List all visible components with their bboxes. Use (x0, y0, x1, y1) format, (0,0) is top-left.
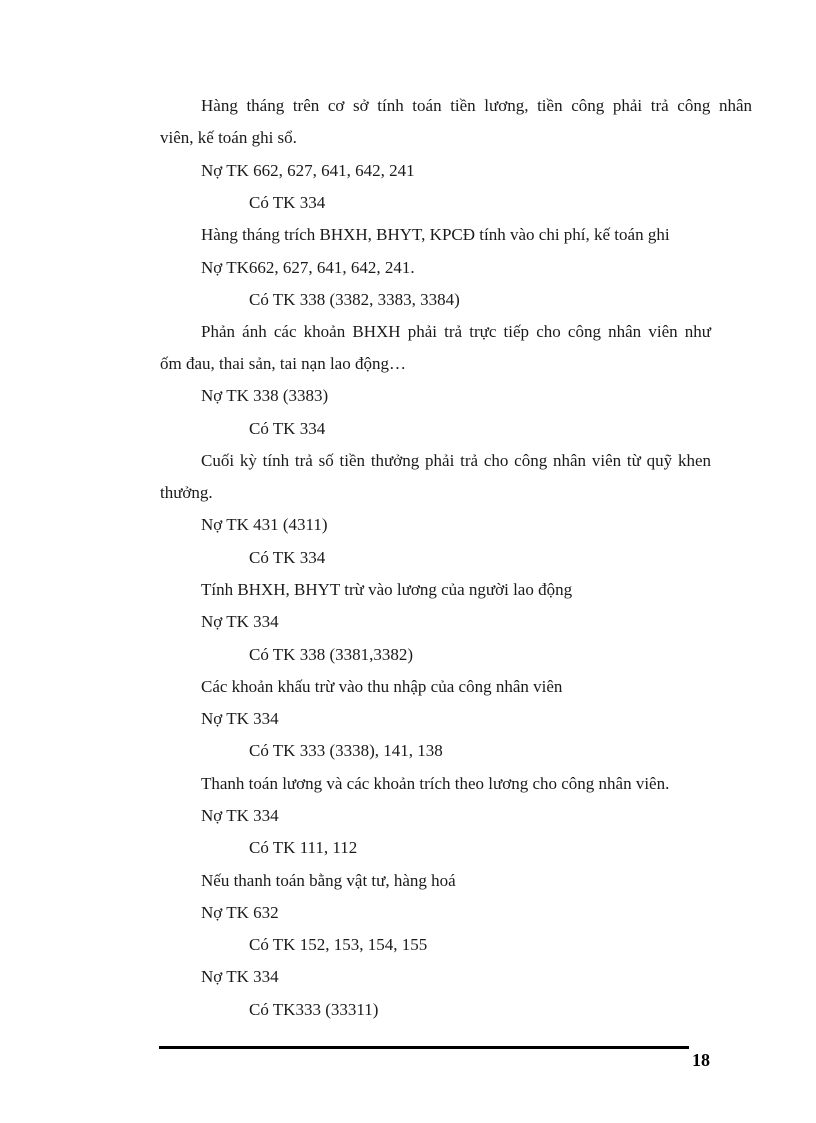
paragraph-line: Nếu thanh toán bằng vật tư, hàng hoá (201, 871, 456, 890)
journal-debit-line: Nợ TK 334 (201, 967, 279, 986)
journal-debit-line: Nợ TK 334 (201, 806, 279, 825)
paragraph-line: Hàng tháng trên cơ sở tính toán tiền lương, tiền công phải trả công nhân (201, 96, 752, 115)
journal-credit-line: Có TK 333 (3338), 141, 138 (249, 741, 443, 760)
journal-credit-line: Có TK333 (33311) (249, 1000, 379, 1019)
journal-debit-line: Nợ TK 334 (201, 709, 279, 728)
footer-divider (159, 1046, 689, 1049)
journal-credit-line: Có TK 338 (3381,3382) (249, 645, 414, 664)
page-number: 18 (692, 1050, 710, 1070)
journal-debit-line: Nợ TK 334 (201, 612, 279, 631)
paragraph-line: Thanh toán lương và các khoản trích theo lương cho công nhân viên. (201, 774, 670, 793)
paragraph-line: viên, kế toán ghi sổ. (160, 128, 297, 147)
journal-debit-line: Nợ TK 662, 627, 641, 642, 241 (201, 161, 415, 180)
paragraph-line: Các khoản khấu trừ vào thu nhập của công nhân viên (201, 677, 563, 696)
paragraph-line: Phản ánh các khoản BHXH phải trả trực tiếp cho công nhân viên như (201, 322, 711, 341)
paragraph-line: ốm đau, thai sản, tai nạn lao động… (160, 354, 406, 373)
journal-credit-line: Có TK 338 (3382, 3383, 3384) (249, 290, 460, 309)
journal-debit-line: Nợ TK 338 (3383) (201, 386, 329, 405)
paragraph-line: thưởng. (160, 483, 213, 502)
journal-credit-line: Có TK 334 (249, 548, 326, 567)
journal-debit-line: Nợ TK 431 (4311) (201, 515, 328, 534)
journal-credit-line: Có TK 334 (249, 193, 326, 212)
paragraph-line: Hàng tháng trích BHXH, BHYT, KPCĐ tính vào chi phí, kế toán ghi (201, 225, 670, 244)
journal-credit-line: Có TK 111, 112 (249, 838, 358, 857)
journal-credit-line: Có TK 334 (249, 419, 326, 438)
paragraph-line: Cuối kỳ tính trả số tiền thưởng phải trả cho công nhân viên từ quỹ khen (201, 451, 711, 470)
journal-debit-line: Nợ TK662, 627, 641, 642, 241. (201, 258, 415, 277)
paragraph-line: Tính BHXH, BHYT trừ vào lương của người lao động (201, 580, 573, 599)
journal-credit-line: Có TK 152, 153, 154, 155 (249, 935, 428, 954)
journal-debit-line: Nợ TK 632 (201, 903, 279, 922)
